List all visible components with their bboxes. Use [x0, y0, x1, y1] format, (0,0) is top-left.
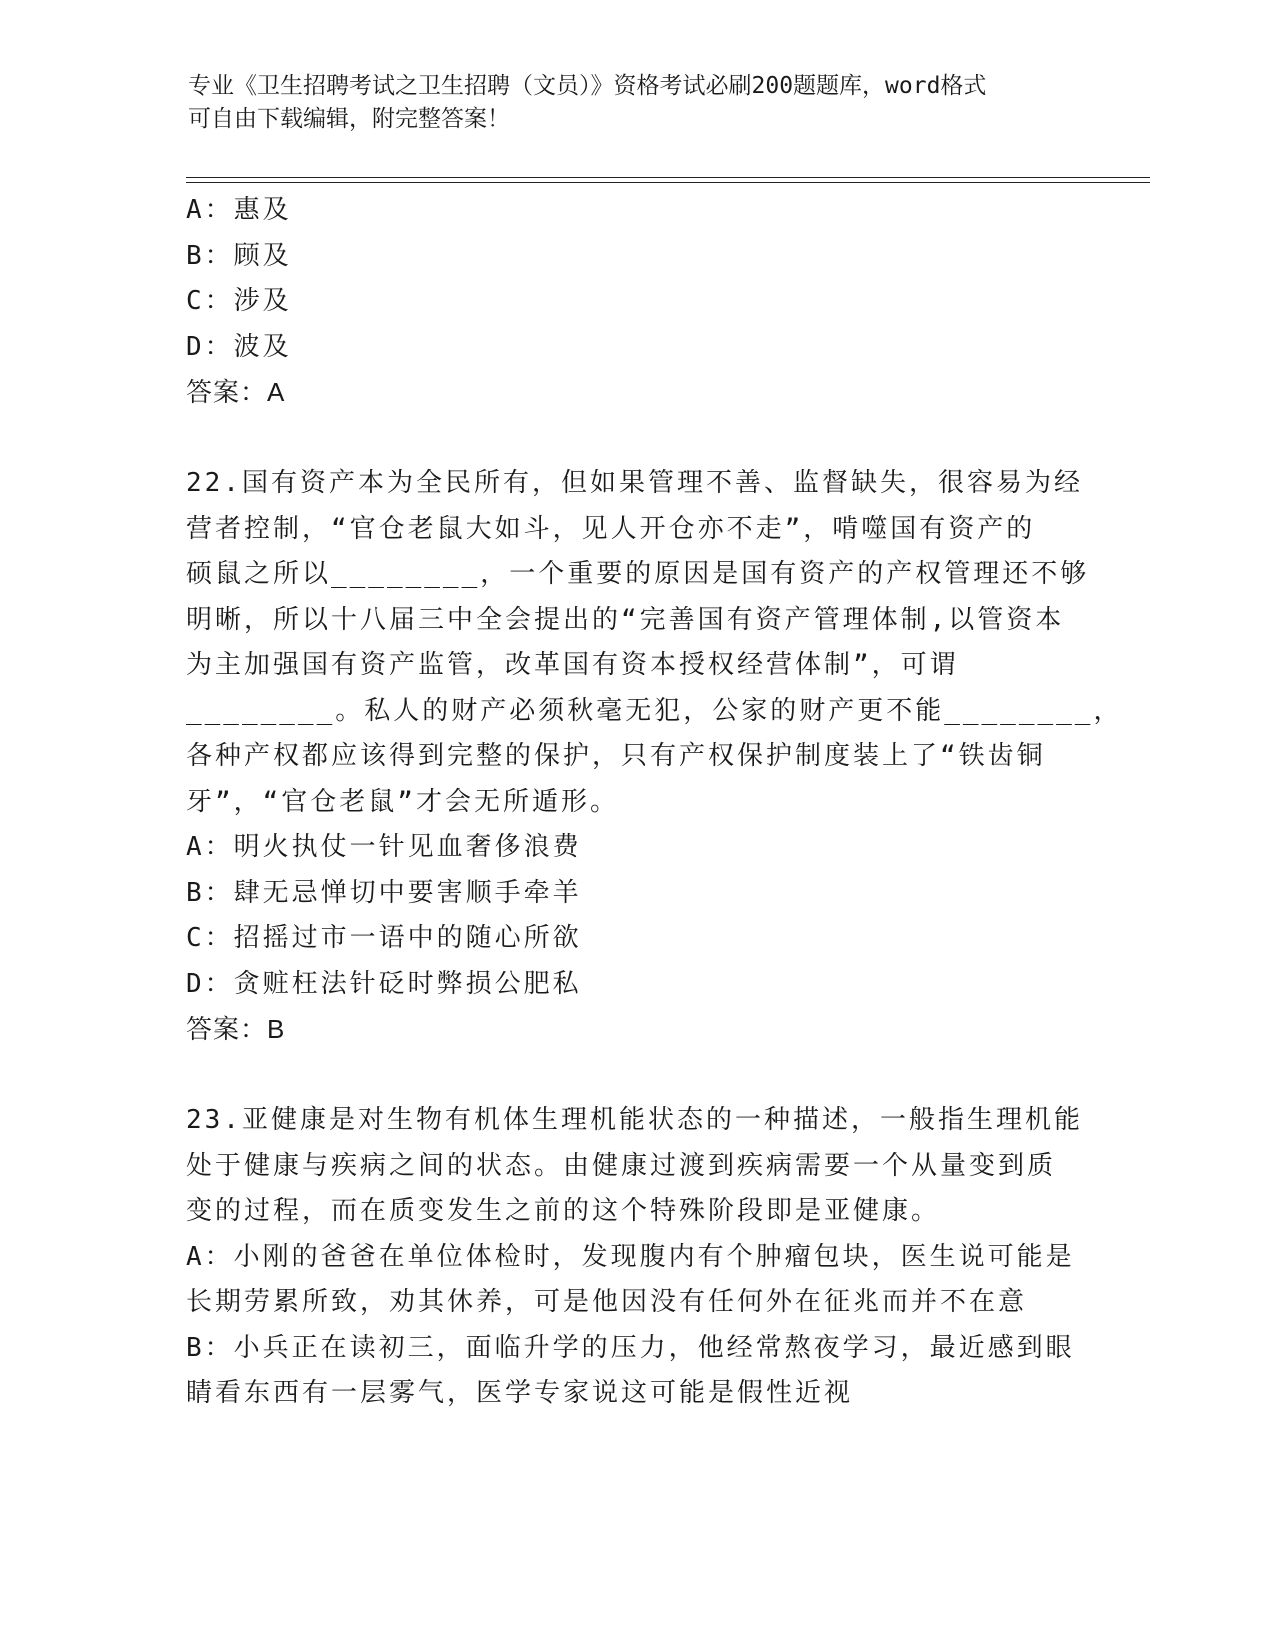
- stem-line: 明晰，所以十八届三中全会提出的“完善国有资产管理体制,以管资本: [186, 604, 1065, 635]
- option-a-line-2: 长期劳累所致，劝其休养，可是他因没有任何外在征兆而并不在意: [186, 1287, 1028, 1317]
- option-d: D：贪赃枉法针砭时弊损公肥私: [186, 968, 582, 999]
- page-header: [188, 70, 1068, 136]
- document-body: [186, 188, 1123, 1417]
- question-22-options: [186, 825, 1086, 1007]
- option-a: A：明火执仗一针见血奢侈浪费: [186, 832, 582, 862]
- option-b-line-2: 睛看东西有一层雾气，医学专家说这可能是假性近视: [186, 1378, 854, 1408]
- stem-line: 各种产权都应该得到完整的保护，只有产权保护制度装上了“铁齿铜: [186, 741, 1046, 771]
- question-spacer: [186, 1053, 1086, 1099]
- option-b: B：顾及: [186, 240, 292, 271]
- option-c: C：涉及: [186, 286, 292, 316]
- header-line-2: 可自由下载编辑，附完整答案！: [188, 106, 510, 132]
- option-b: B：肆无忌惮切中要害顺手牵羊: [186, 877, 582, 908]
- question-22-stem: [186, 461, 1123, 825]
- stem-line: 处于健康与疾病之间的状态。由健康过渡到疾病需要一个从量变到质: [186, 1150, 1057, 1181]
- option-d: D：波及: [186, 331, 292, 362]
- question-23-stem: [186, 1098, 1086, 1235]
- header-line-1: 专业《卫生招聘考试之卫生招聘（文员）》资格考试必刷200题题库，word格式: [188, 73, 987, 99]
- question-23-options: [186, 1235, 1086, 1417]
- stem-line: 牙”，“官仓老鼠”才会无所遁形。: [186, 786, 619, 817]
- option-a-line-1: A：小刚的爸爸在单位体检时，发现腹内有个肿瘤包块，医生说可能是: [186, 1241, 1075, 1272]
- question-spacer: [186, 416, 1086, 462]
- stem-line: 23.亚健康是对生物有机体生理机能状态的一种描述，一般指生理机能: [186, 1105, 1083, 1135]
- option-b-line-1: B：小兵正在读初三，面临升学的压力，他经常熬夜学习，最近感到眼: [186, 1332, 1075, 1363]
- question-21-answer: 答案：A: [186, 377, 286, 407]
- stem-line: 为主加强国有资产监管，改革国有资本授权经营体制”，可谓: [186, 650, 959, 680]
- stem-line: 22.国有资产本为全民所有，但如果管理不善、监督缺失，很容易为经: [186, 468, 1083, 498]
- question-21-options: [186, 188, 1086, 370]
- option-a: A：惠及: [186, 195, 292, 225]
- stem-line: ________。私人的财产必须秋毫无犯，公家的财产更不能________，: [186, 695, 1123, 726]
- stem-line: 营者控制，“官仓老鼠大如斗，见人开仓亦不走”，啃噬国有资产的: [186, 513, 1036, 544]
- stem-line: 变的过程，而在质变发生之前的这个特殊阶段即是亚健康。: [186, 1196, 941, 1226]
- stem-line: 硕鼠之所以________，一个重要的原因是国有资产的产权管理还不够: [186, 559, 1090, 589]
- question-22-answer: 答案：B: [186, 1014, 286, 1044]
- header-divider: [186, 177, 1150, 183]
- option-c: C：招摇过市一语中的随心所欲: [186, 923, 582, 953]
